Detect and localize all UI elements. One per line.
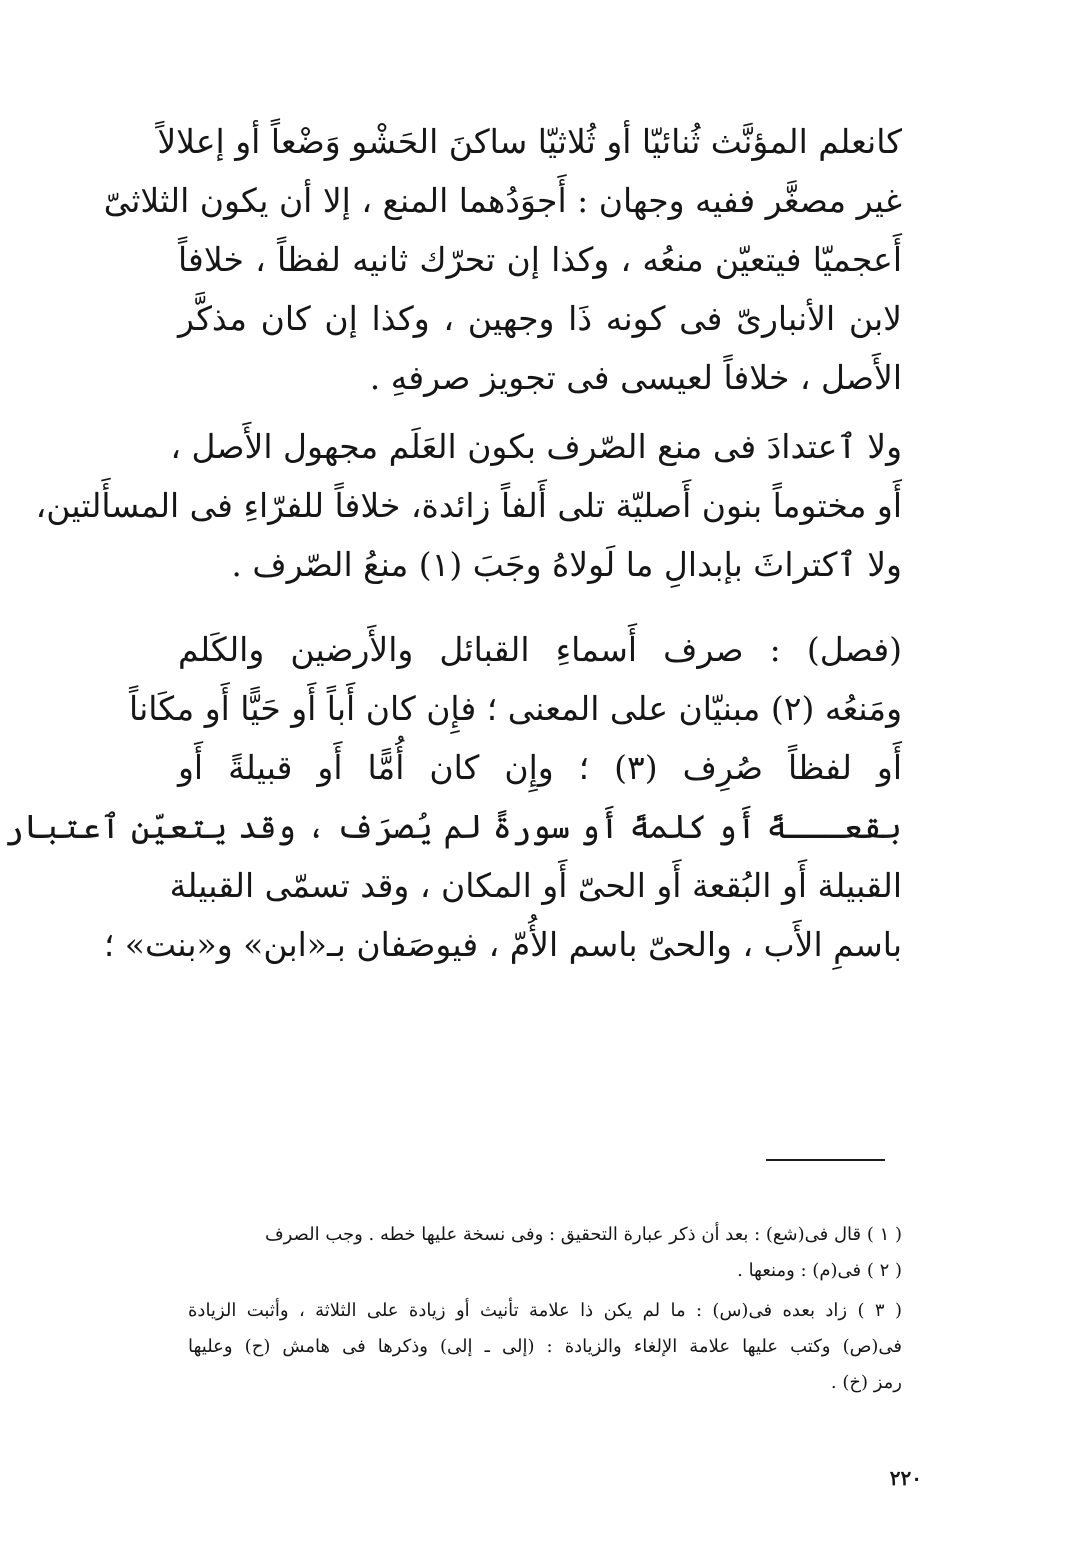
text-line: أَو لفظاً صُرِف (٣) ؛ وإِن كان أُمًّا أَو قبيلةً أَو bbox=[178, 748, 902, 787]
text-line: أَعجميّا فيتعيّن منعُه ، وكذا إن تحرّك ثانيه لفظاً ، خلافاً bbox=[178, 240, 902, 279]
text-line: الأَصل ، خلافاً لعيسى فى تجويز صرفهِ . bbox=[369, 358, 902, 397]
footnotes bbox=[188, 1217, 902, 1401]
text-line: ومَنعُه (٢) مبنيّان على المعنى ؛ فإِن كان أَباً أَو حَيًّا أَو مكَاناً bbox=[129, 689, 902, 728]
text-line: لابن الأنبارىّ فى كونه ذَا وجهين ، وكذا إن كان مذكَّر bbox=[178, 299, 902, 338]
paragraph-2 bbox=[35, 417, 902, 594]
text-line: باسمِ الأَب ، والحىّ باسم الأُمّ ، فيوصَفان بـ«ابن» و«بنت» ؛ bbox=[103, 925, 902, 964]
paragraph-1 bbox=[103, 112, 902, 407]
text-line: ولا ٱكتراثَ بإبدالِ ما لَولاهُ وجَبَ (١) منعُ الصّرف . bbox=[231, 545, 902, 584]
paragraph-3 bbox=[4, 620, 902, 974]
text-line: كانعلم المؤنَّث ثُنائيّا أو ثُلاثيّا ساكنَ الحَشْو وَضْعاً أو إعلالاً bbox=[157, 122, 902, 161]
main-text bbox=[4, 112, 902, 974]
text-line: ولا ٱعتدادَ فى منع الصّرف بكون العَلَم مجهول الأَصل ، bbox=[170, 427, 902, 466]
footnote-line: رمز (خ) . bbox=[830, 1372, 902, 1393]
footnote-line: فى(ص) وكتب عليها علامة الإلغاء والزيادة : (إلى ـ إلى) وذكرها فى هامش (ح) وعليها bbox=[188, 1336, 902, 1357]
footnote-1: ( ١ ) قال فى(شع) : بعد أن ذكر عبارة التحقيق : وفى نسخة عليها خطه . وجب الصرف bbox=[264, 1224, 902, 1245]
text-line: أَو مختوماً بنون أَصليّة تلى أَلفاً زائدة، خلافاً للفرّاءِ فى المسأَلتين، bbox=[35, 486, 902, 525]
text-line: (فصل) : صرف أَسماءِ القبائل والأَرضين والكَلم bbox=[178, 630, 902, 669]
page-number: ٢٢٠ bbox=[889, 1466, 922, 1490]
text-line: غير مصغَّر ففيه وجهان : أَجوَدُهما المنع ، إلا أن يكون الثلاثىّ bbox=[103, 181, 902, 220]
footnote-divider bbox=[766, 1159, 885, 1161]
text-line: بقعـــةً أَو كلمةً أَو سورةً لم يُصرَف ، وقد يتعيّن ٱعتبار bbox=[4, 807, 902, 846]
footnote-2: ( ٢ ) فى(م) : ومنعها . bbox=[737, 1260, 902, 1281]
footnote-line: ( ٣ ) زاد بعده فى(س) : ما لم يكن ذا علامة تأنيث أو زيادة على الثلاثة ، وأثبت الزيادة bbox=[188, 1300, 903, 1321]
footnote-3 bbox=[188, 1293, 902, 1401]
text-line: القبيلة أَو البُقعة أَو الحىّ أَو المكان ، وقد تسمّى القبيلة bbox=[169, 866, 902, 905]
